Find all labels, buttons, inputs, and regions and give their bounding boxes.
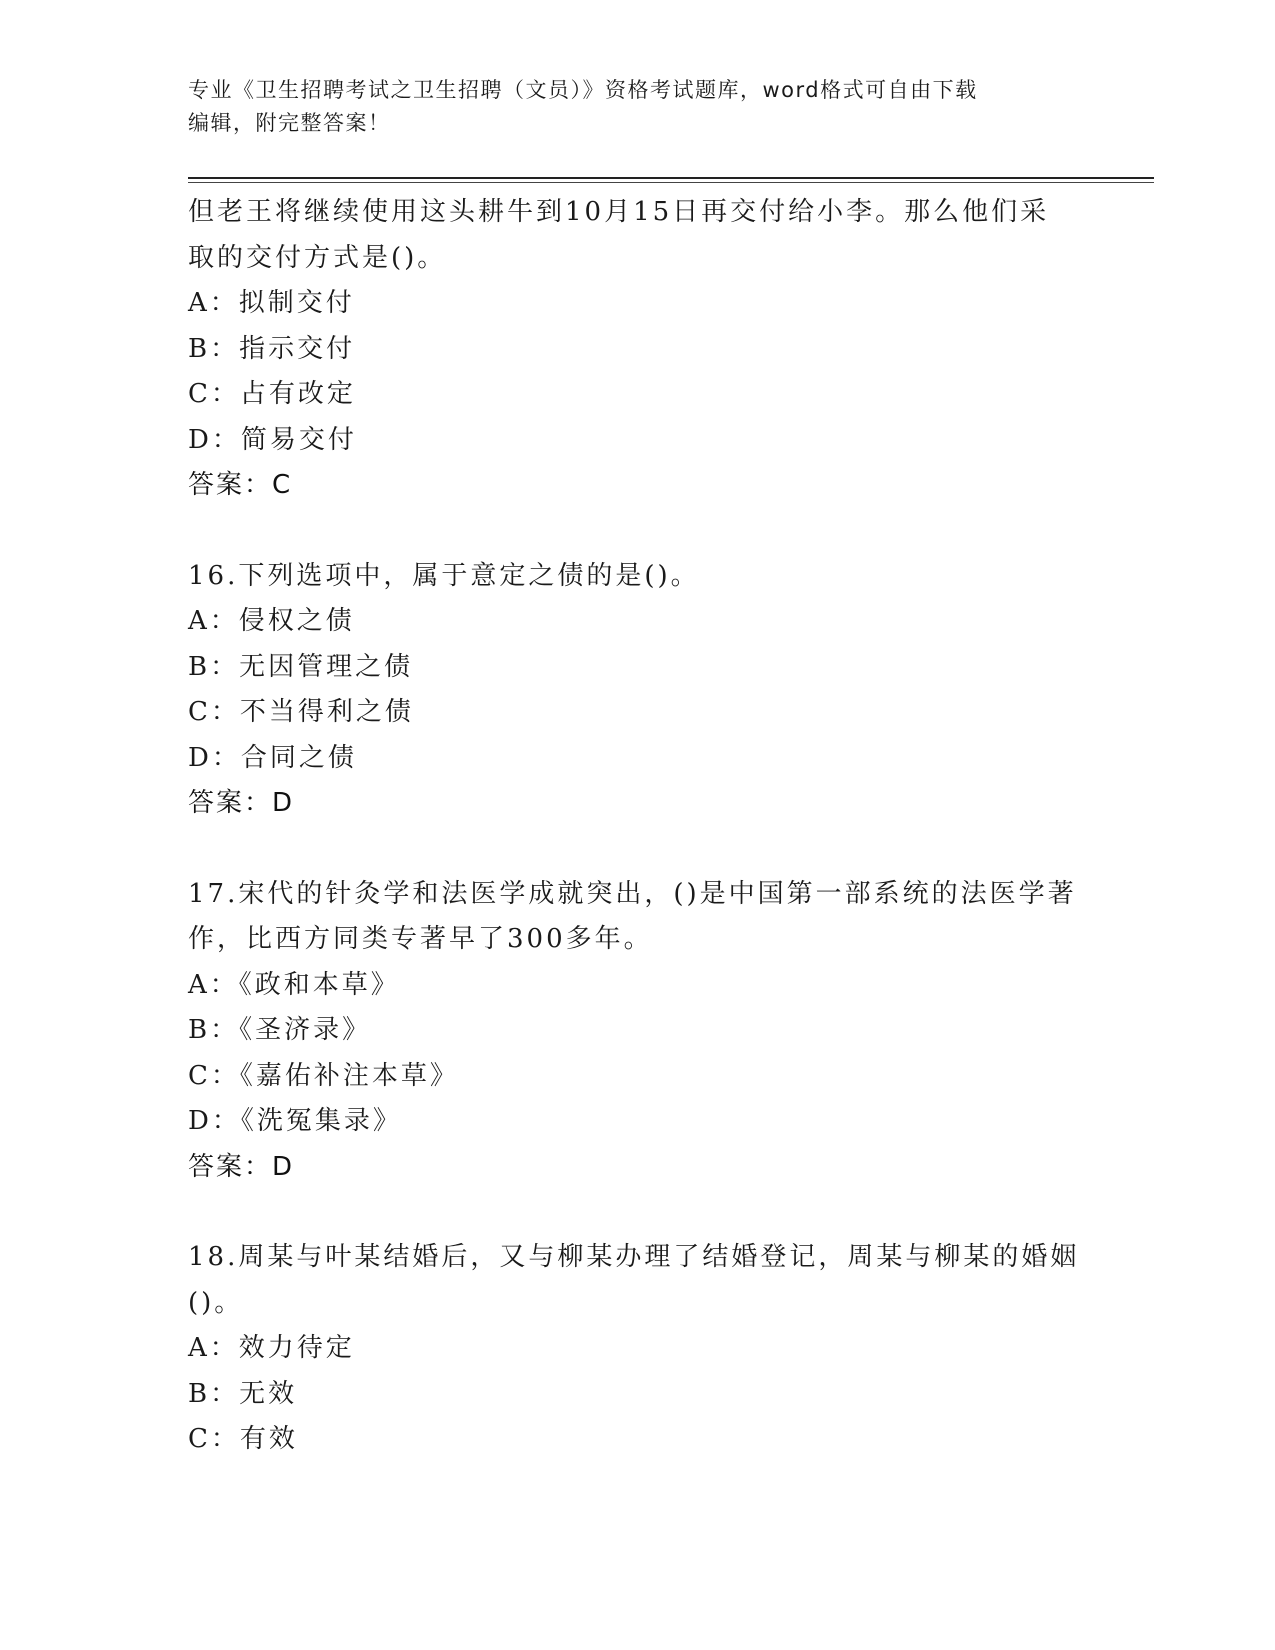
- question-text-line: 取的交付方式是()。: [188, 242, 447, 273]
- option-a: A：《政和本草》: [188, 969, 400, 1000]
- option-d: D：《洗冤集录》: [188, 1106, 402, 1136]
- option-c: C：占有改定: [188, 379, 356, 409]
- question-block-18: [188, 1235, 1088, 1463]
- answer-line: 答案：D: [188, 788, 295, 818]
- header-line-1: 专业《卫生招聘考试之卫生招聘（文员）》资格考试题库，word格式可自由下载: [188, 78, 978, 102]
- option-d: D：合同之债: [188, 742, 357, 773]
- option-b: B：无因管理之债: [188, 651, 414, 682]
- option-b: B：《圣济录》: [188, 1015, 372, 1045]
- spacer: [188, 827, 1088, 872]
- question-text-line: 17.宋代的针灸学和法医学成就突出，()是中国第一部系统的法医学著: [188, 878, 1077, 909]
- option-a: A：侵权之债: [188, 606, 355, 636]
- question-list: [188, 190, 1088, 1463]
- question-text-line: 作，比西方同类专著早了300多年。: [188, 924, 653, 954]
- option-a: A：效力待定: [188, 1333, 355, 1363]
- answer-line: 答案：C: [188, 470, 293, 500]
- option-d: D：简易交付: [188, 424, 357, 455]
- question-block-15: [188, 190, 1088, 509]
- question-text-line: 16.下列选项中，属于意定之债的是()。: [188, 560, 700, 591]
- option-b: B：指示交付: [188, 333, 356, 364]
- header-divider-thin: [188, 182, 1154, 183]
- option-c: C：有效: [188, 1424, 298, 1454]
- question-text-line: 但老王将继续使用这头耕牛到10月15日再交付给小李。那么他们采: [188, 197, 1050, 227]
- option-b: B：无效: [188, 1378, 298, 1409]
- option-a: A：拟制交付: [188, 288, 355, 318]
- document-header: [188, 74, 1068, 140]
- header-line-2: 编辑，附完整答案！: [188, 111, 391, 135]
- question-text-line: ()。: [188, 1287, 244, 1318]
- option-c: C：《嘉佑补注本草》: [188, 1060, 459, 1091]
- spacer: [188, 1190, 1088, 1235]
- option-c: C：不当得利之债: [188, 697, 414, 727]
- question-text-line: 18.周某与叶某结婚后，又与柳某办理了结婚登记，周某与柳某的婚姻: [188, 1242, 1080, 1272]
- spacer: [188, 509, 1088, 554]
- question-block-16: [188, 554, 1088, 827]
- answer-line: 答案：D: [188, 1151, 295, 1182]
- question-block-17: [188, 872, 1088, 1191]
- header-divider-thick: [188, 177, 1154, 179]
